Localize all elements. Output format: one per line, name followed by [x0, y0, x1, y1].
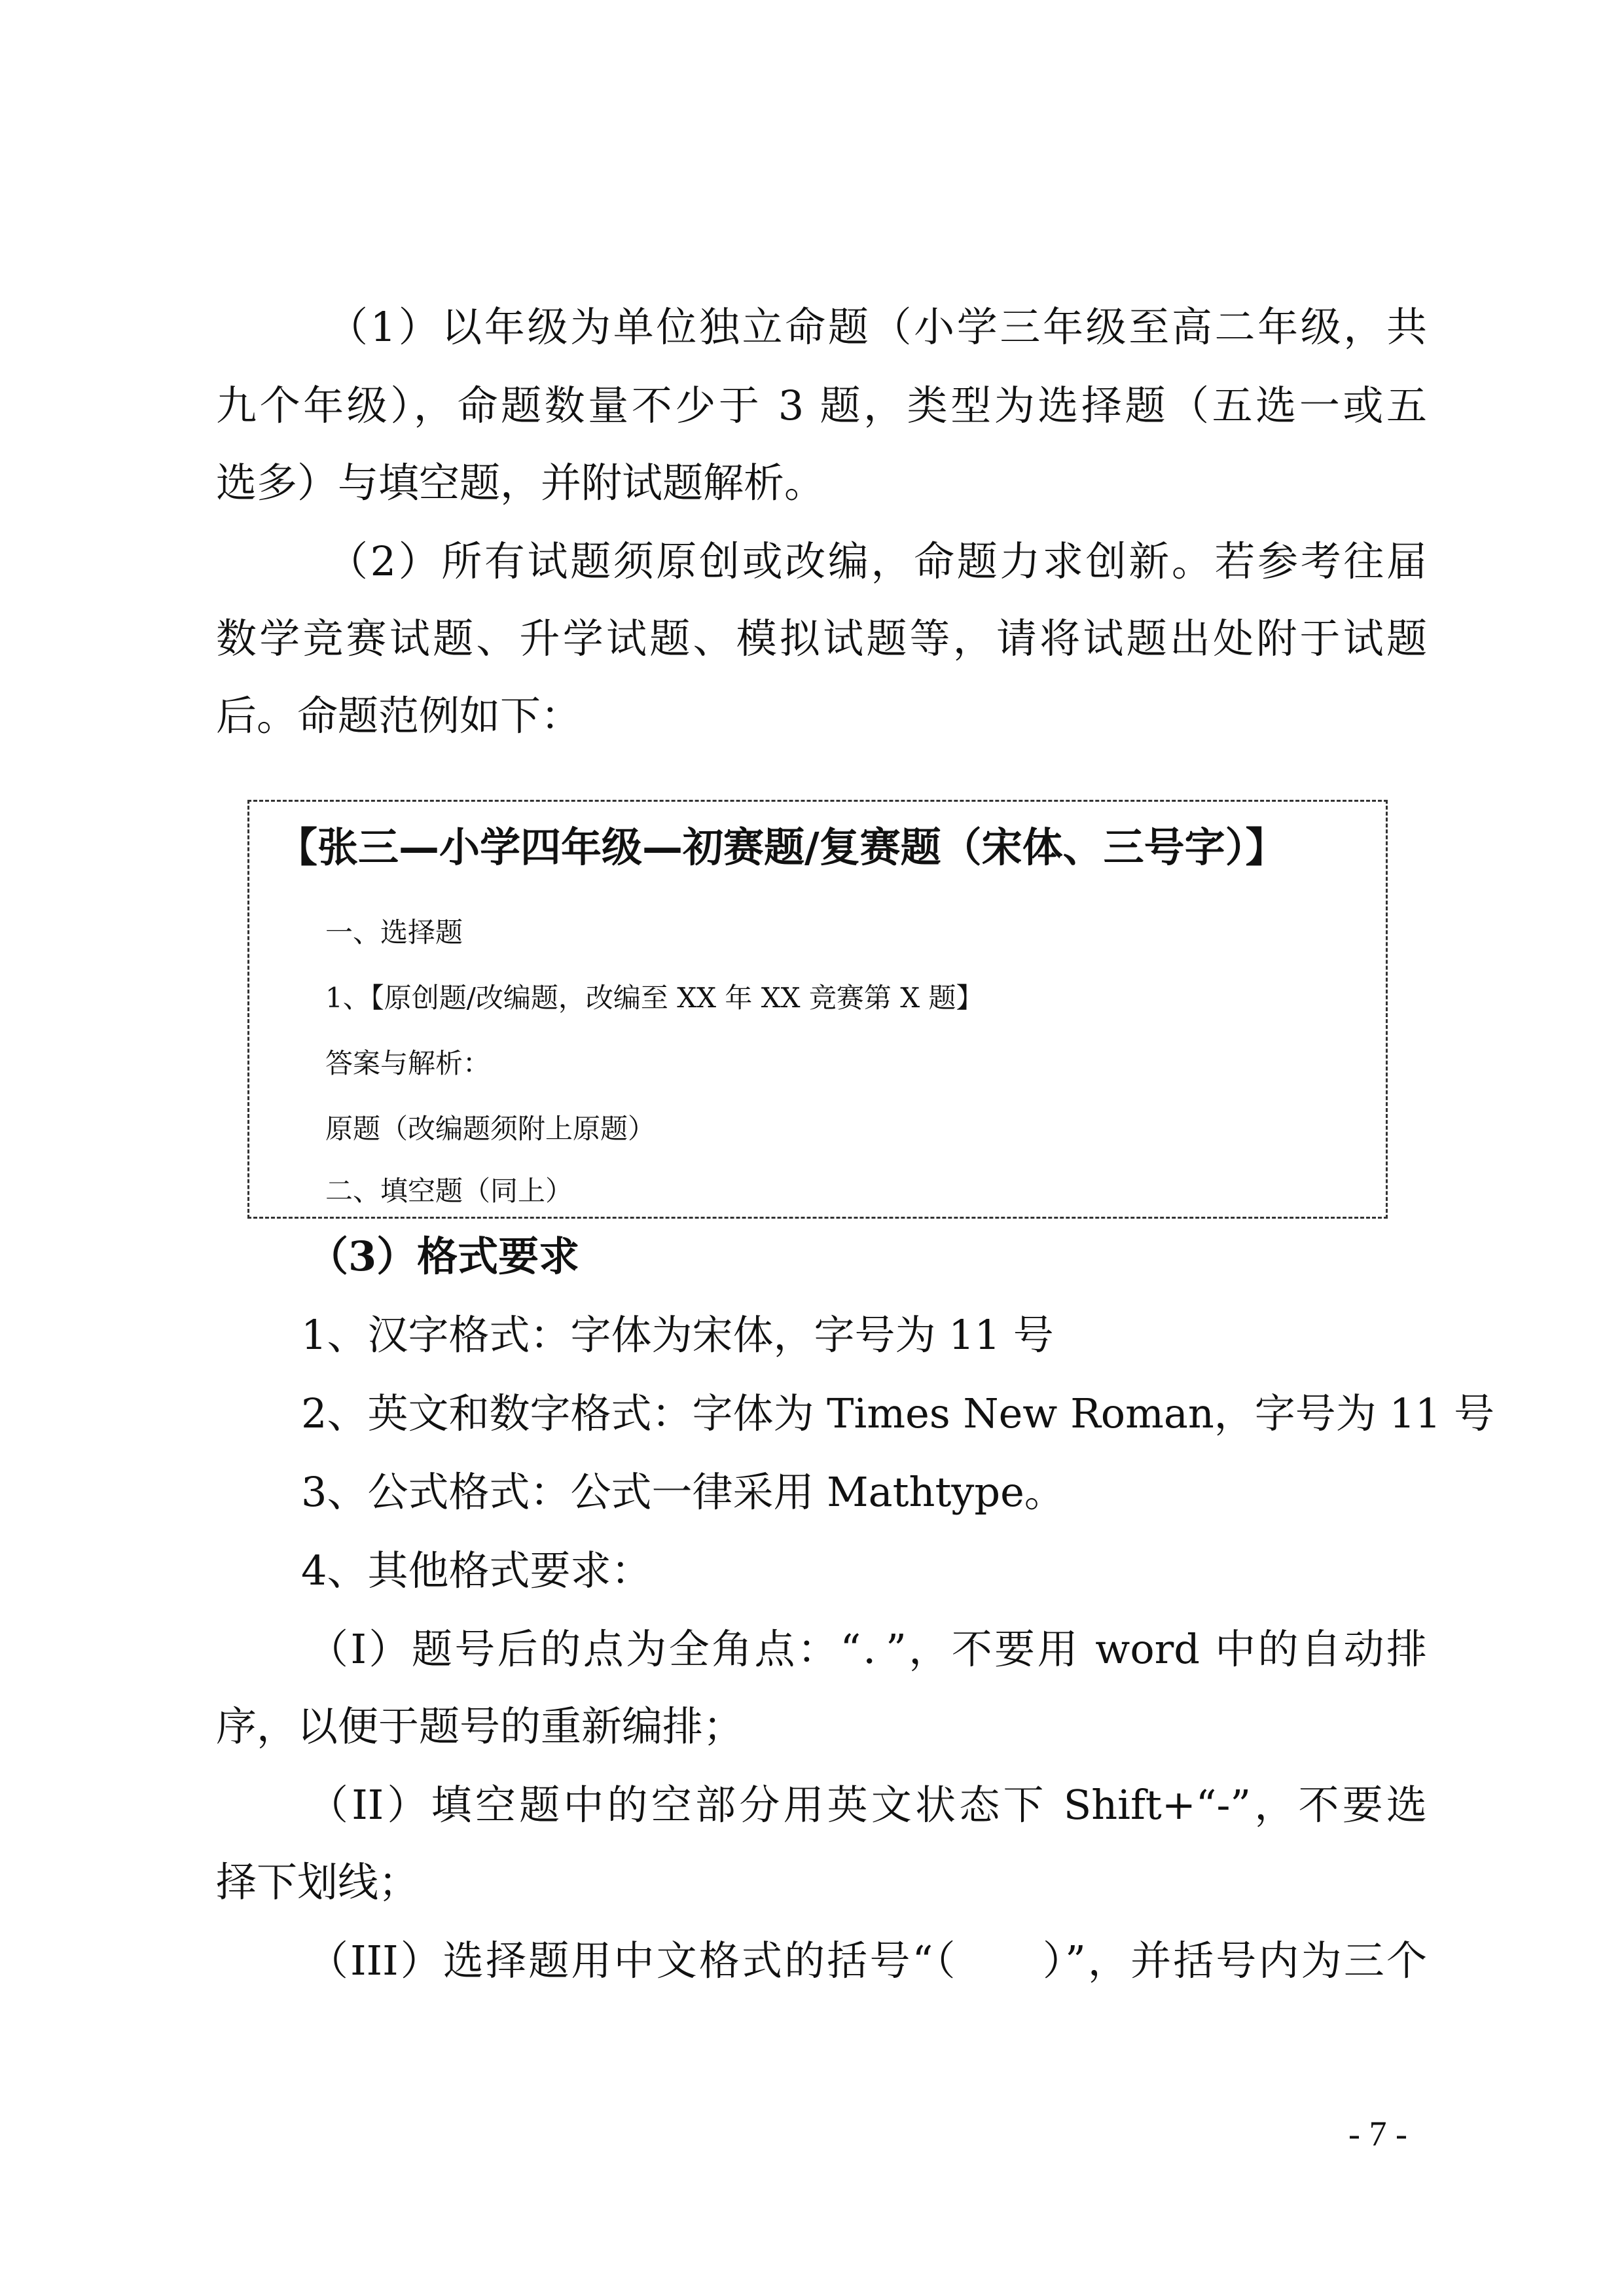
example-line-4: 原题（改编题须附上原题）	[325, 1113, 656, 1145]
format-item-3: 3、公式格式：公式一律采用 Mathtype。	[301, 1468, 1065, 1516]
example-box	[247, 800, 1388, 1219]
format-heading: （3）格式要求	[308, 1232, 580, 1280]
format-item-1: 1、汉字格式：字体为宋体，字号为 11 号	[301, 1311, 1054, 1359]
paragraph-line-3: 选多）与填空题，并附试题解析。	[216, 459, 825, 507]
paragraph-line-6: 后。命题范例如下：	[216, 692, 582, 740]
format-sub-line-4: 择下划线；	[216, 1858, 420, 1906]
format-sub-line-2: 序，以便于题号的重新编排；	[216, 1702, 744, 1750]
format-item-2: 2、英文和数字格式：字体为 Times New Roman，字号为 11 号	[301, 1390, 1495, 1437]
example-line-2: 1、【原创题/改编题，改编至 XX 年 XX 竞赛第 X 题】	[325, 982, 984, 1014]
paragraph-line-2: 九个年级），命题数量不少于 3 题，类型为选择题（五选一或五	[216, 382, 1427, 429]
example-title: 【张三—小学四年级—初赛题/复赛题（宋体、三号字）】	[277, 823, 1286, 871]
paragraph-line-4: （2）所有试题须原创或改编，命题力求创新。若参考往届	[327, 537, 1427, 585]
paragraph-line-1: （1）以年级为单位独立命题（小学三年级至高二年级，共	[327, 303, 1427, 351]
format-sub-line-1: （I）题号后的点为全角点：“．”，不要用 word 中的自动排	[308, 1625, 1427, 1673]
example-line-3: 答案与解析：	[325, 1047, 491, 1079]
page-number: - 7 -	[1348, 2114, 1407, 2153]
paragraph-line-5: 数学竞赛试题、升学试题、模拟试题等，请将试题出处附于试题	[216, 615, 1427, 662]
format-item-4: 4、其他格式要求：	[301, 1547, 652, 1594]
example-line-5: 二、填空题（同上）	[325, 1175, 573, 1207]
format-sub-line-5: （III）选择题用中文格式的括号“（ ）”，并括号内为三个	[308, 1937, 1427, 1984]
format-sub-line-3: （II）填空题中的空部分用英文状态下 Shift+“-”，不要选	[308, 1781, 1427, 1829]
example-line-1: 一、选择题	[325, 916, 463, 948]
